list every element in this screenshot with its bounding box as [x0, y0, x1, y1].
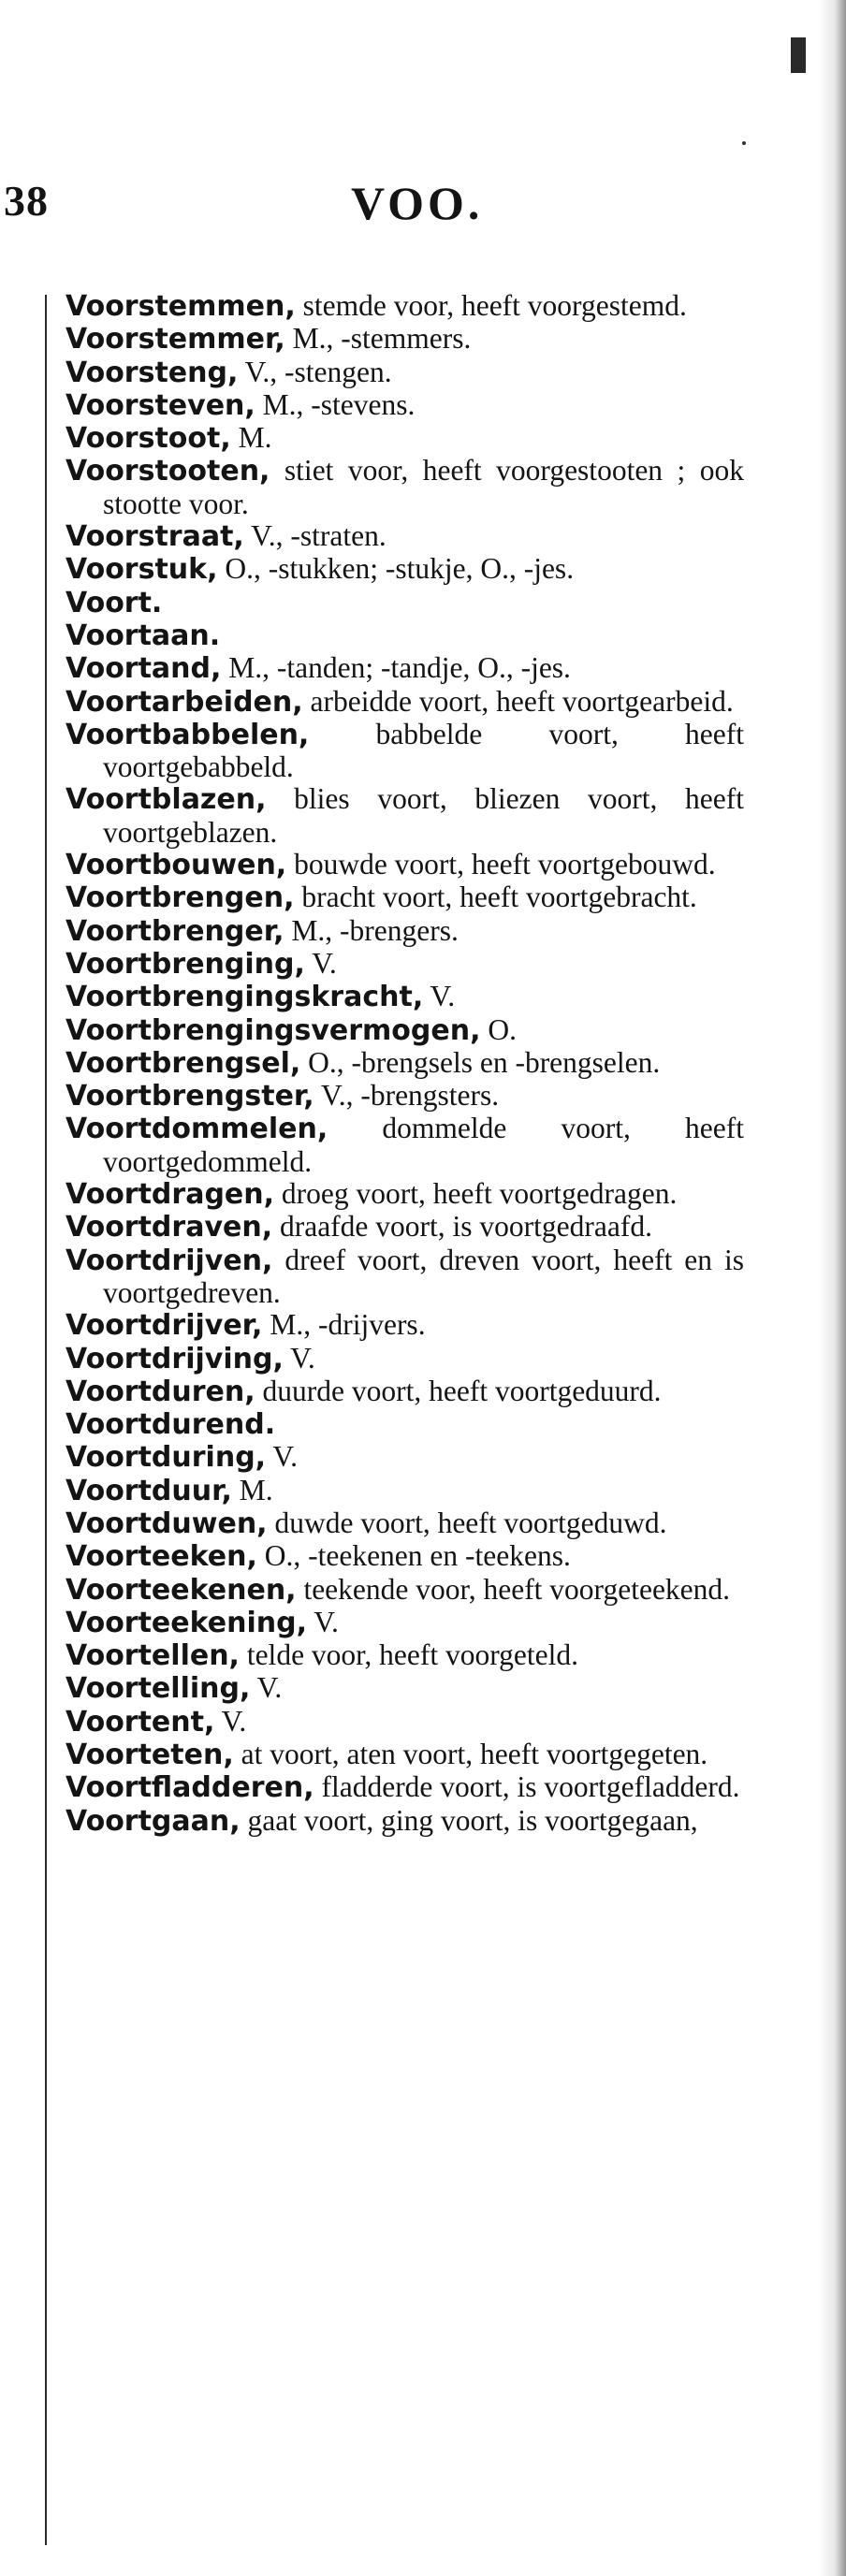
- entry-definition: V.: [266, 1440, 298, 1474]
- entry-headword: Voortent,: [66, 1705, 215, 1739]
- entry-headword: Voortbrenger,: [66, 914, 284, 948]
- dictionary-entry: [66, 1014, 744, 1047]
- entry-definition: V.: [214, 1704, 247, 1738]
- running-head: VOO.: [351, 177, 484, 229]
- dictionary-entry: [66, 1309, 744, 1342]
- entry-headword: Voorstoot,: [66, 422, 231, 456]
- entry-headword: Voortduren,: [66, 1375, 255, 1408]
- dictionary-entry: [66, 1441, 744, 1474]
- entry-headword: Voortduur,: [66, 1474, 232, 1507]
- entry-headword: Voortdragen,: [66, 1178, 275, 1212]
- entry-headword: Voortarbeiden,: [66, 685, 303, 719]
- entry-headword: Voortbrengsel,: [66, 1046, 301, 1080]
- dictionary-entry: [66, 357, 744, 389]
- page-number: 38: [4, 177, 49, 225]
- entry-headword: Voortbrenging,: [66, 947, 305, 981]
- entry-headword: Voortbrengingsvermogen,: [66, 1013, 481, 1047]
- dictionary-entry: [66, 1343, 744, 1375]
- dictionary-entry: [66, 323, 744, 356]
- entry-headword: Voorstemmen,: [66, 290, 296, 323]
- entry-definition: V.: [304, 946, 337, 980]
- dictionary-entry: [66, 1639, 744, 1672]
- entry-headword: Voorsteven,: [66, 388, 255, 422]
- entry-definition: O., -stukken; -stukje, O., -jes.: [217, 552, 575, 586]
- entry-headword: Voortaan.: [66, 619, 221, 652]
- dictionary-entry: [66, 1607, 744, 1639]
- edge-mark: [791, 37, 806, 73]
- entry-headword: Voorteeken,: [66, 1540, 257, 1574]
- entry-headword: Voortduring,: [66, 1441, 267, 1475]
- entry-definition: V., -brengsters.: [314, 1079, 500, 1113]
- dictionary-entry: [66, 1739, 744, 1771]
- entry-definition: O., -teekenen en -teekens.: [256, 1539, 571, 1573]
- dictionary-entry: [66, 1080, 744, 1113]
- dictionary-entry: [66, 619, 744, 652]
- entry-definition: stiet voor, heeft voorgestooten ; ook stootte voor.: [103, 454, 744, 520]
- entry-definition: at voort, aten voort, heeft voortgegeten.: [233, 1738, 708, 1771]
- entry-definition: V., -straten.: [243, 519, 387, 553]
- entry-definition: duurde voort, heeft voortgeduurd.: [255, 1374, 662, 1407]
- entry-definition: fladderde voort, is voortgefladderd.: [314, 1770, 740, 1804]
- entry-definition: bouwde voort, heeft voortgebouwd.: [286, 848, 716, 881]
- entry-headword: Voortbrengen,: [66, 881, 295, 915]
- dictionary-entry: [66, 553, 744, 586]
- entry-headword: Voortand,: [66, 652, 222, 686]
- dictionary-entry: [66, 981, 744, 1013]
- entry-headword: Voorstemmer,: [66, 323, 285, 357]
- entry-definition: bracht voort, heeft voortgebracht.: [294, 880, 697, 914]
- dictionary-entry: [66, 1672, 744, 1705]
- dictionary-entry: [66, 1408, 744, 1441]
- entry-definition: dommelde voort, heeft voortgedommeld.: [103, 1112, 744, 1178]
- dictionary-entry: [66, 1771, 744, 1804]
- entry-headword: Voorstraat,: [66, 520, 244, 554]
- dictionary-entry: [66, 783, 744, 849]
- dictionary-entry: [66, 389, 744, 422]
- entry-headword: Voortduwen,: [66, 1506, 268, 1540]
- dictionary-entry: [66, 1706, 744, 1739]
- entry-definition: blies voort, bliezen voort, heeft voortgeblazen.: [103, 782, 744, 849]
- entry-definition: telde voor, heeft voorgeteld.: [239, 1638, 578, 1672]
- entry-headword: Voortbrengingskracht,: [66, 981, 424, 1014]
- edge-speckle: [818, 0, 846, 2576]
- dictionary-entry: [66, 1574, 744, 1607]
- dictionary-entry: [66, 948, 744, 981]
- column-rule: [45, 295, 47, 2545]
- dictionary-entry: [66, 1540, 744, 1573]
- entry-headword: Voortellen,: [66, 1639, 240, 1673]
- dictionary-entry: [66, 1375, 744, 1408]
- dictionary-entry: [66, 587, 744, 619]
- entry-definition: M.: [230, 421, 272, 455]
- entry-definition: duwde voort, heeft voortgeduwd.: [267, 1506, 667, 1539]
- entry-definition: gaat voort, ging voort, is voortgegaan,: [240, 1803, 698, 1837]
- entry-definition: M., -drijvers.: [262, 1308, 426, 1342]
- entry-headword: Voortfladderen,: [66, 1771, 314, 1805]
- entry-definition: V.: [423, 980, 456, 1013]
- entry-headword: Voorsteng,: [66, 356, 239, 389]
- entry-headword: Voortbrengster,: [66, 1080, 314, 1113]
- dictionary-entry: [66, 520, 744, 553]
- entry-headword: Voortgaan,: [66, 1804, 241, 1838]
- entry-headword: Voortdraven,: [66, 1211, 273, 1244]
- entry-definition: babbelde voort, heeft voortgebabbeld.: [103, 717, 744, 784]
- entry-definition: M.: [231, 1473, 273, 1506]
- ink-speck: [742, 141, 746, 145]
- entry-headword: Voortblazen,: [66, 783, 267, 817]
- entry-definition: droeg voort, heeft voortgedragen.: [274, 1177, 678, 1211]
- dictionary-entry: [66, 652, 744, 685]
- entry-definition: M., -brengers.: [284, 913, 459, 947]
- entry-headword: Voortdrijver,: [66, 1309, 263, 1343]
- entry-headword: Voortbouwen,: [66, 849, 287, 882]
- dictionary-entry: [66, 849, 744, 881]
- dictionary-entry: [66, 422, 744, 455]
- dictionary-entry: [66, 455, 744, 520]
- dictionary-column: [66, 290, 744, 1838]
- entry-headword: Voorstuk,: [66, 553, 218, 587]
- entry-headword: Voorteekening,: [66, 1606, 307, 1639]
- dictionary-entry: [66, 1113, 744, 1178]
- entry-definition: V.: [307, 1605, 339, 1638]
- dictionary-entry: [66, 719, 744, 784]
- entry-definition: draafde voort, is voortgedraafd.: [272, 1210, 652, 1244]
- entry-headword: Voorteten,: [66, 1739, 234, 1772]
- entry-headword: Voort.: [66, 586, 163, 619]
- entry-definition: dreef voort, dreven voort, heeft en is voortgedreven.: [103, 1243, 744, 1309]
- entry-definition: arbeidde voort, heeft voortgearbeid.: [302, 684, 734, 718]
- entry-headword: Voortdommelen,: [66, 1113, 328, 1146]
- entry-definition: O., -brengsels en -brengselen.: [300, 1045, 661, 1079]
- dictionary-entry: [66, 290, 744, 323]
- entry-definition: V.: [250, 1671, 283, 1705]
- entry-headword: Voortdrijven,: [66, 1244, 273, 1277]
- dictionary-entry: [66, 915, 744, 948]
- dictionary-entry: [66, 1244, 744, 1310]
- dictionary-entry: [66, 1805, 744, 1838]
- entry-headword: Voortdrijving,: [66, 1342, 284, 1375]
- entry-headword: Voortdurend.: [66, 1408, 276, 1442]
- entry-headword: Voorteekenen,: [66, 1573, 297, 1607]
- entry-definition: M., -tanden; -tandje, O., -jes.: [221, 651, 571, 685]
- entry-definition: V., -stengen.: [238, 355, 392, 388]
- dictionary-entry: [66, 1178, 744, 1211]
- dictionary-entry: [66, 881, 744, 914]
- dictionary-entry: [66, 1047, 744, 1080]
- entry-definition: M., -stevens.: [255, 387, 416, 421]
- entry-definition: teekende voor, heeft voorgeteekend.: [296, 1572, 731, 1606]
- dictionary-entry: [66, 686, 744, 719]
- entry-headword: Voortelling,: [66, 1672, 251, 1706]
- dictionary-entry: [66, 1475, 744, 1507]
- dictionary-entry: [66, 1211, 744, 1244]
- entry-definition: V.: [283, 1341, 315, 1375]
- entry-definition: O.: [480, 1012, 517, 1046]
- entry-definition: stemde voor, heeft voorgestemd.: [295, 289, 687, 322]
- dictionary-entry: [66, 1507, 744, 1540]
- entry-headword: Voorstooten,: [66, 455, 270, 488]
- entry-definition: M., -stemmers.: [284, 322, 472, 356]
- entry-headword: Voortbabbelen,: [66, 718, 310, 751]
